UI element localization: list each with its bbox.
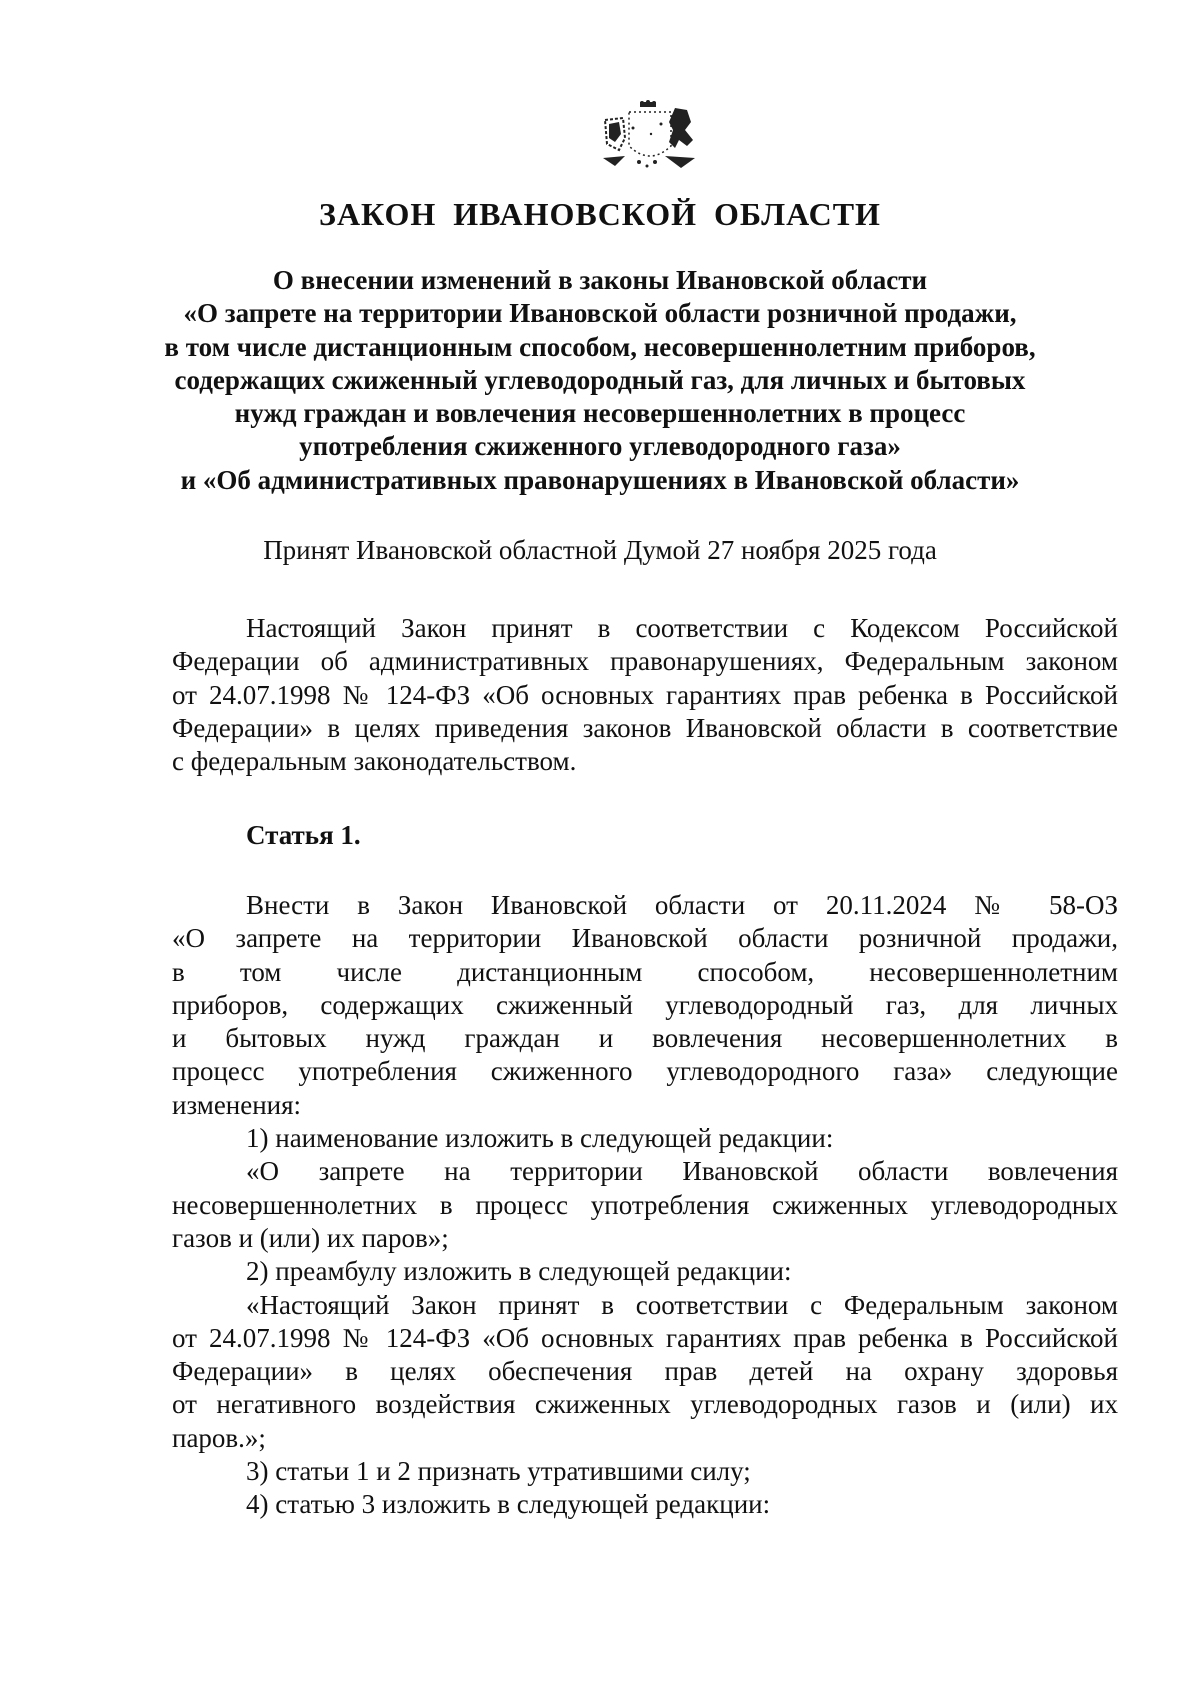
subtitle-line: «О запрете на территории Ивановской области розничной продажи, — [183, 298, 1017, 329]
article-line: 4) статью 3 изложить в следующей редакции: — [246, 1489, 771, 1520]
preamble — [172, 612, 1118, 778]
subtitle-line: О внесении изменений в законы Ивановской области — [272, 265, 928, 295]
subtitle-line: в том числе дистанционным способом, несовершеннолетним приборов, — [164, 331, 1036, 362]
subtitle-line: употребления сжиженного углеводородного газа» — [299, 431, 901, 462]
subtitle-line: и «Об административных правонарушениях в Ивановской области» — [180, 464, 1020, 495]
article-line: «Настоящий Закон принят в соответствии с Федеральным законом — [246, 1289, 1118, 1320]
article-line: приборов, содержащих сжиженный углеводородный газ, для личных — [172, 989, 1118, 1020]
preamble-line: Федерации» в целях приведения законов Ивановской области в соответствие — [172, 712, 1118, 743]
preamble-line: с федеральным законодательством. — [172, 746, 577, 777]
article-line: газов и (или) их паров»; — [172, 1222, 449, 1253]
article-line: несовершеннолетних в процесс употребления сжиженных углеводородных — [172, 1189, 1118, 1220]
article-line: Внести в Закон Ивановской области от 20.11.2024 № 58-ОЗ — [246, 890, 1118, 920]
article-heading: Статья 1. — [246, 820, 361, 850]
article-line: от негативного воздействия сжиженных углеводородных газов и (или) их — [172, 1389, 1118, 1420]
coat-of-arms-emblem — [595, 100, 705, 180]
article-line: 3) статьи 1 и 2 признать утратившими силу; — [246, 1456, 751, 1487]
subtitle-line: нужд граждан и вовлечения несовершеннолетних в процесс — [234, 398, 966, 429]
article-line: паров.»; — [172, 1422, 266, 1453]
article-line: «О запрете на территории Ивановской области розничной продажи, — [172, 923, 1118, 954]
subtitle-line: содержащих сжиженный углеводородный газ, для личных и бытовых — [174, 364, 1026, 395]
article-line: 2) преамбулу изложить в следующей редакции: — [246, 1256, 792, 1287]
preamble-line: Федерации об административных правонарушениях, Федеральным законом — [172, 646, 1118, 677]
article-line: 1) наименование изложить в следующей редакции: — [246, 1123, 834, 1154]
law-title: ЗАКОН ИВАНОВСКОЙ ОБЛАСТИ — [319, 196, 881, 232]
article-line: Федерации» в целях обеспечения прав детей на охрану здоровья — [172, 1356, 1118, 1387]
article-line: и бытовых нужд граждан и вовлечения несовершеннолетних в — [172, 1023, 1118, 1054]
article-line: изменения: — [172, 1089, 302, 1120]
article-line: процесс употребления сжиженного углеводородного газа» следующие — [172, 1056, 1118, 1087]
law-subtitle — [100, 264, 1100, 497]
article-line: в том числе дистанционным способом, несовершеннолетним — [172, 956, 1118, 987]
article-body — [172, 889, 1118, 1522]
preamble-line: Настоящий Закон принят в соответствии с Кодексом Российской — [246, 613, 1118, 643]
article-line: от 24.07.1998 № 124-ФЗ «Об основных гарантиях прав ребенка в Российской — [172, 1322, 1118, 1353]
article-line: «О запрете на территории Ивановской области вовлечения — [246, 1156, 1118, 1187]
preamble-line: от 24.07.1998 № 124-ФЗ «Об основных гарантиях прав ребенка в Российской — [172, 679, 1118, 710]
adoption-note: Принят Ивановской областной Думой 27 ноября 2025 года — [263, 535, 937, 565]
